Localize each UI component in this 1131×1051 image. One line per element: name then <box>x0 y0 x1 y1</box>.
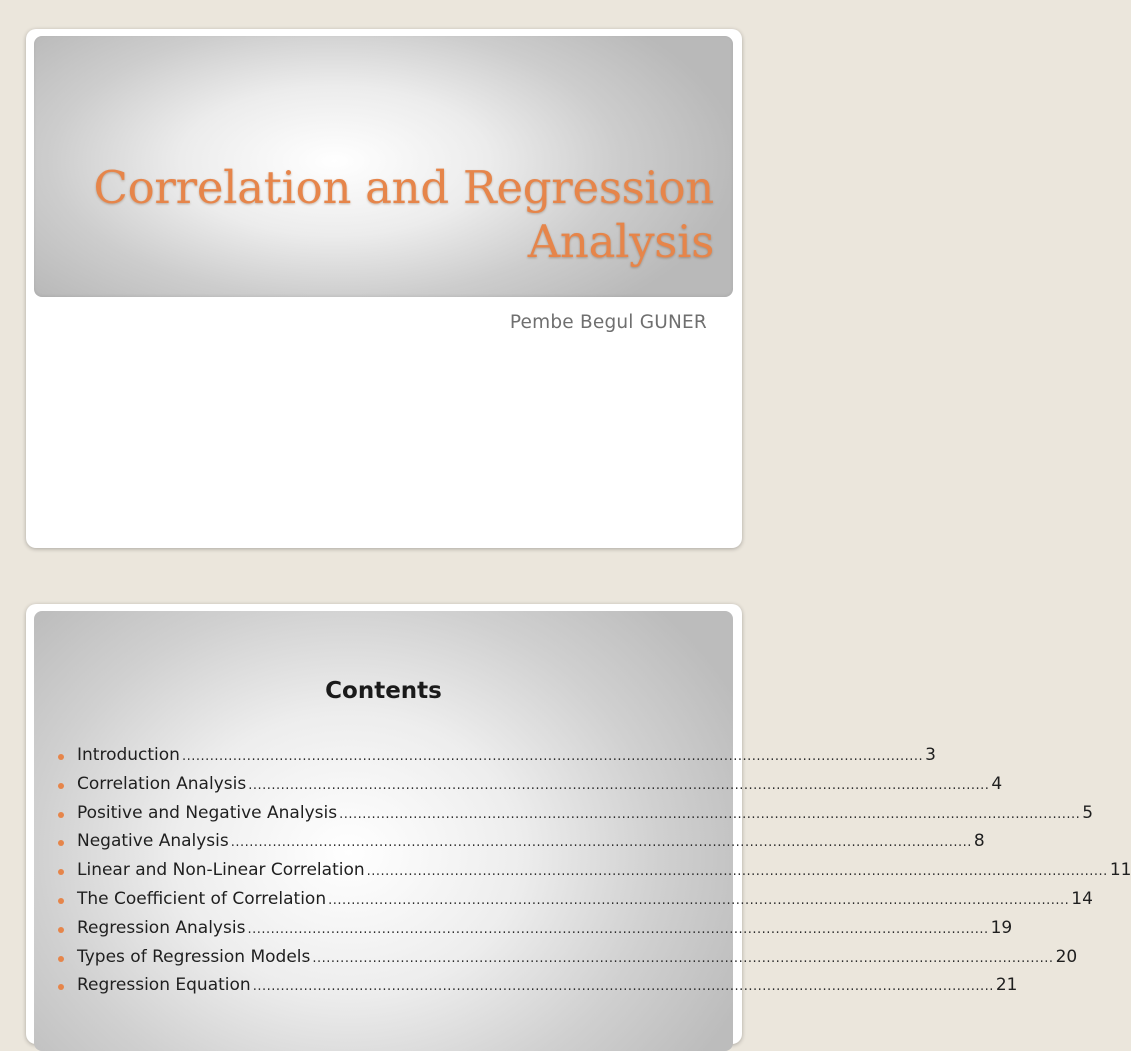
toc-item <box>58 745 936 774</box>
toc-item <box>58 802 1094 832</box>
toc-item <box>58 860 1131 889</box>
toc-item <box>58 888 1093 918</box>
toc-item-label: The Coefficient of Correlation <box>77 888 327 909</box>
bullet-icon <box>58 840 64 846</box>
toc-item-page: 20 <box>1055 946 1078 967</box>
toc-item <box>58 773 1003 803</box>
toc-item-page: 21 <box>995 975 1018 996</box>
bullet-icon <box>58 984 64 990</box>
toc-item-label: Types of Regression Models <box>77 946 311 967</box>
table-of-contents <box>58 745 1131 1004</box>
leader-dots: ................................................................................................................................................................ <box>328 892 1070 908</box>
toc-item <box>58 917 1013 947</box>
bullet-icon <box>58 956 64 962</box>
bullet-icon <box>58 869 64 875</box>
author-name: Pembe Begul GUNER <box>509 312 707 333</box>
toc-item-label: Linear and Non-Linear Correlation <box>77 860 365 881</box>
contents-slide <box>26 604 1131 1044</box>
title-line-2: Analysis <box>527 215 714 268</box>
bullet-icon <box>58 927 64 933</box>
toc-item-page: 4 <box>991 773 1003 794</box>
contents-band <box>34 611 1131 1051</box>
leader-dots: ................................................................................................................................................................ <box>366 864 1108 880</box>
toc-item-label: Regression Analysis <box>77 917 246 938</box>
bullet-icon <box>58 898 64 904</box>
bullet-icon <box>58 754 64 760</box>
toc-item-label: Negative Analysis <box>77 831 229 852</box>
toc-item <box>58 946 1078 976</box>
toc-item-label: Correlation Analysis <box>77 773 247 794</box>
leader-dots: ................................................................................................................................................................ <box>312 950 1054 966</box>
toc-item-page: 11 <box>1109 860 1131 881</box>
leader-dots: ................................................................................................................................................................ <box>181 749 924 764</box>
leader-dots: ................................................................................................................................................................ <box>230 835 972 851</box>
contents-heading: Contents <box>325 678 442 704</box>
toc-item-label: Introduction <box>77 745 180 765</box>
toc-item-page: 3 <box>925 745 936 765</box>
leader-dots: ................................................................................................................................................................ <box>247 921 989 937</box>
title-line-1: Correlation and Regression <box>93 161 714 214</box>
toc-item-label: Regression Equation <box>77 975 251 996</box>
toc-item-page: 19 <box>990 917 1013 938</box>
presentation-title <box>54 161 714 269</box>
toc-item-page: 14 <box>1071 888 1093 909</box>
title-slide <box>26 29 742 548</box>
toc-item <box>58 975 1018 1004</box>
bullet-icon <box>58 783 64 789</box>
toc-item-page: 8 <box>973 831 985 852</box>
bullet-icon <box>58 812 64 818</box>
leader-dots: ................................................................................................................................................................ <box>248 777 990 793</box>
toc-item <box>58 831 985 860</box>
leader-dots: ................................................................................................................................................................ <box>252 979 994 995</box>
leader-dots: ................................................................................................................................................................ <box>339 806 1081 822</box>
toc-item-label: Positive and Negative Analysis <box>77 802 338 823</box>
toc-item-page: 5 <box>1082 802 1094 823</box>
